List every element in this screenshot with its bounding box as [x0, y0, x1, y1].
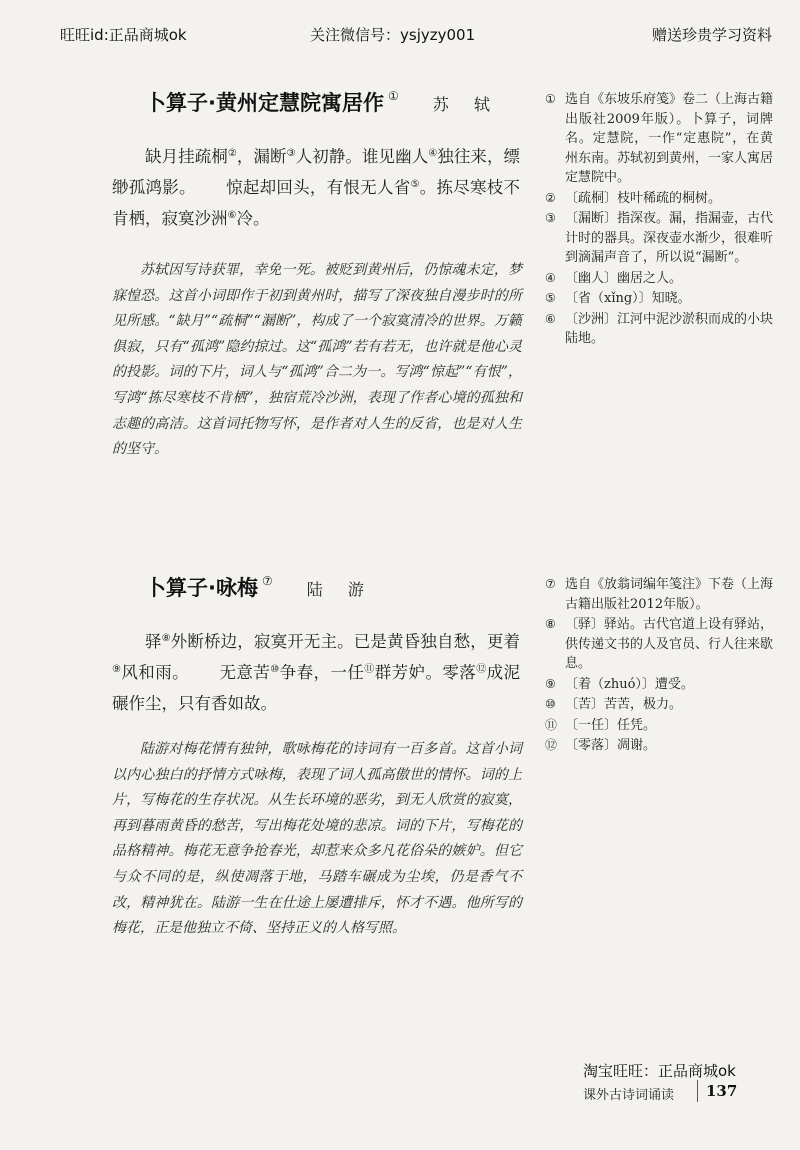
header-gift: 赠送珍贵学习资料 [651, 26, 772, 44]
footnote-text: 选自《放翁词编年笺注》下卷（上海古籍出版社2012年版）。 [565, 577, 774, 612]
footnote-number: ⑦ [545, 577, 556, 591]
poem1-line: 。拣尽寒枝不肯栖，寂寞沙洲 [112, 178, 521, 228]
footnote [545, 695, 773, 715]
poem2-title-note: ⑦ [261, 574, 273, 588]
footnote [545, 716, 773, 736]
footnote-text: 〔省（xǐng）〕知晓。 [565, 291, 691, 306]
poem1-body [112, 141, 520, 234]
footer-divider [697, 1080, 698, 1102]
footnote-text: 选自《东坡乐府笺》卷二（上海古籍出版社2009年版）。卜算子，词牌名。定慧院，一作“定惠院”，在黄州东南。苏轼初到黄州，一家人寓居定慧院中。 [565, 92, 774, 185]
footnote-number: ⑩ [545, 697, 556, 711]
poem2-line: 成泥碾作尘，只有香如故。 [112, 663, 521, 713]
poem2-notes [545, 575, 773, 757]
footnote-text: 〔幽人〕幽居之人。 [565, 270, 683, 286]
poem2-commentary: 陆游对梅花情有独钟，歌咏梅花的诗词有一百多首。这首小词以内心独白的抒情方式咏梅，表现了词人孤高傲世的情怀。词的上片，写梅花的生存状况。从生长环境的恶劣，到无人欣赏的寂寞，再到暮雨黄昏的愁苦，写出梅花处境的悲凉。词的下片，写梅花的品格精神。梅花无意争抢春光，却惹来众多凡花俗朵的嫉妒。但它与众不同的是，纵使凋落于地，马踏车碾成为尘埃，仍是香气不改，精神犹在。陆游一生在仕途上屡遭排斥，怀才不遇。他所写的梅花，正是他独立不倚、坚持正义的人格写照。 [112, 741, 522, 937]
poem2-title: 卜算子·咏梅 [145, 576, 258, 600]
poem1-commentary: 苏轼因写诗获罪，幸免一死。被贬到黄州后，仍惊魂未定，梦寐惶恐。这首小词即作于初到黄州时，描写了深夜独自漫步时的所见所感。“缺月”“疏桐”“漏断”，构成了一个寂寞清冷的世界。万籁俱寂，只有“孤鸿”隐约掠过。这“孤鸿”若有若无，也许就是他心灵的投影。词的下片，词人与“孤鸿”合二为一。写鸿“惊起”“有恨”，写鸿“拣尽寒枝不肯栖”，独宿荒冷沙洲，表现了作者心境的孤独和志趣的高洁。这首词托物写怀，是作者对人生的反省，也是对人生的坚守。 [112, 262, 522, 458]
footnote [545, 575, 773, 614]
footer-book-title: 课外古诗词诵读 [583, 1088, 675, 1103]
footnote-number: ⑥ [545, 311, 556, 326]
poem1-note-ref: ④ [428, 148, 438, 159]
footnote-text: 〔着（zhuó）〕遭受。 [565, 676, 694, 692]
poem1-title-row [145, 87, 500, 117]
poem2-body [112, 626, 520, 719]
header-shop-id: 旺旺id:正品商城ok [60, 26, 187, 44]
footnote [545, 269, 773, 289]
poem1-title: 卜算子·黄州定慧院寓居作 [145, 91, 384, 115]
poem1-line: 独往来，缥缈孤鸿影。 [112, 147, 521, 197]
poem1-line: 冷。 [236, 209, 270, 228]
footnote-text: 〔零落〕凋谢。 [565, 738, 657, 753]
header-wechat: 关注微信号：ysjyzy001 [310, 26, 476, 44]
poem1-note-ref: ③ [286, 148, 296, 159]
poem2-line: 无意苦 [219, 663, 271, 682]
footnote-text: 〔沙洲〕江河中泥沙淤积而成的小块陆地。 [565, 311, 774, 346]
poem1-note-ref: ⑤ [410, 179, 420, 190]
poem2-author: 陆 游 [306, 580, 374, 599]
poem1-line: 人初静。谁见幽人 [295, 147, 429, 166]
footnote [545, 209, 773, 268]
footnote [545, 90, 773, 188]
footnote-number: ⑫ [545, 738, 558, 752]
footnote-number: ③ [545, 211, 556, 225]
poem2-note-ref: ⑪ [364, 664, 375, 675]
footnote-number: ① [545, 92, 556, 106]
footnote [545, 615, 773, 674]
footnote-text: 〔疏桐〕枝叶稀疏的桐树。 [565, 190, 722, 206]
footnote [545, 289, 773, 309]
poem2-line: 群芳妒。零落 [374, 663, 477, 682]
page-number: 137 [706, 1082, 738, 1100]
footnote-number: ⑤ [545, 291, 556, 305]
poem1-author: 苏 轼 [432, 95, 500, 114]
footnote-text: 〔漏断〕指深夜。漏，指漏壶，古代计时的器具。深夜壶水渐少，很难听到滴漏声音了，所以说“漏断”。 [565, 211, 774, 265]
poem2-note-ref: ⑩ [270, 664, 280, 675]
poem2-line: 外断桥边，寂寞开无主。已是黄昏独自愁，更着 [170, 632, 521, 651]
footnote [545, 675, 773, 695]
poem1-note-ref: ⑥ [227, 210, 237, 221]
footnote-text: 〔一任〕任凭。 [565, 717, 657, 733]
footnote-number: ⑨ [545, 676, 556, 691]
poem2-title-row [145, 572, 374, 602]
poem1-line: ，漏断 [236, 147, 287, 166]
footnote [545, 189, 773, 209]
footnote-text: 〔苦〕苦苦，极力。 [565, 697, 683, 712]
footnote [545, 736, 773, 756]
poem2-note-ref: ⑧ [161, 633, 171, 644]
footnote-number: ② [545, 190, 556, 205]
poem2-line: 驿 [145, 632, 162, 651]
footnote-text: 〔驿〕驿站。古代官道上设有驿站，供传递文书的人及官员、行人往来歇息。 [565, 617, 774, 671]
footnote-number: ⑪ [545, 717, 558, 732]
footnote-number: ⑧ [545, 617, 556, 631]
poem1-line: 缺月挂疏桐 [145, 147, 228, 166]
poem2-note-ref: ⑨ [112, 664, 122, 675]
poem2-note-ref: ⑫ [476, 664, 487, 675]
footnote [545, 310, 773, 349]
footer-watermark: 淘宝旺旺：正品商城ok [583, 1062, 736, 1080]
poem1-note-ref: ② [227, 148, 237, 159]
poem1-title-note: ① [387, 89, 399, 103]
poem1-notes [545, 90, 773, 350]
poem2-line: 风和雨。 [121, 663, 190, 682]
footnote-number: ④ [545, 270, 556, 285]
poem1-line: 惊起却回头，有恨无人省 [225, 178, 411, 197]
poem2-line: 争春，一任 [279, 663, 365, 682]
